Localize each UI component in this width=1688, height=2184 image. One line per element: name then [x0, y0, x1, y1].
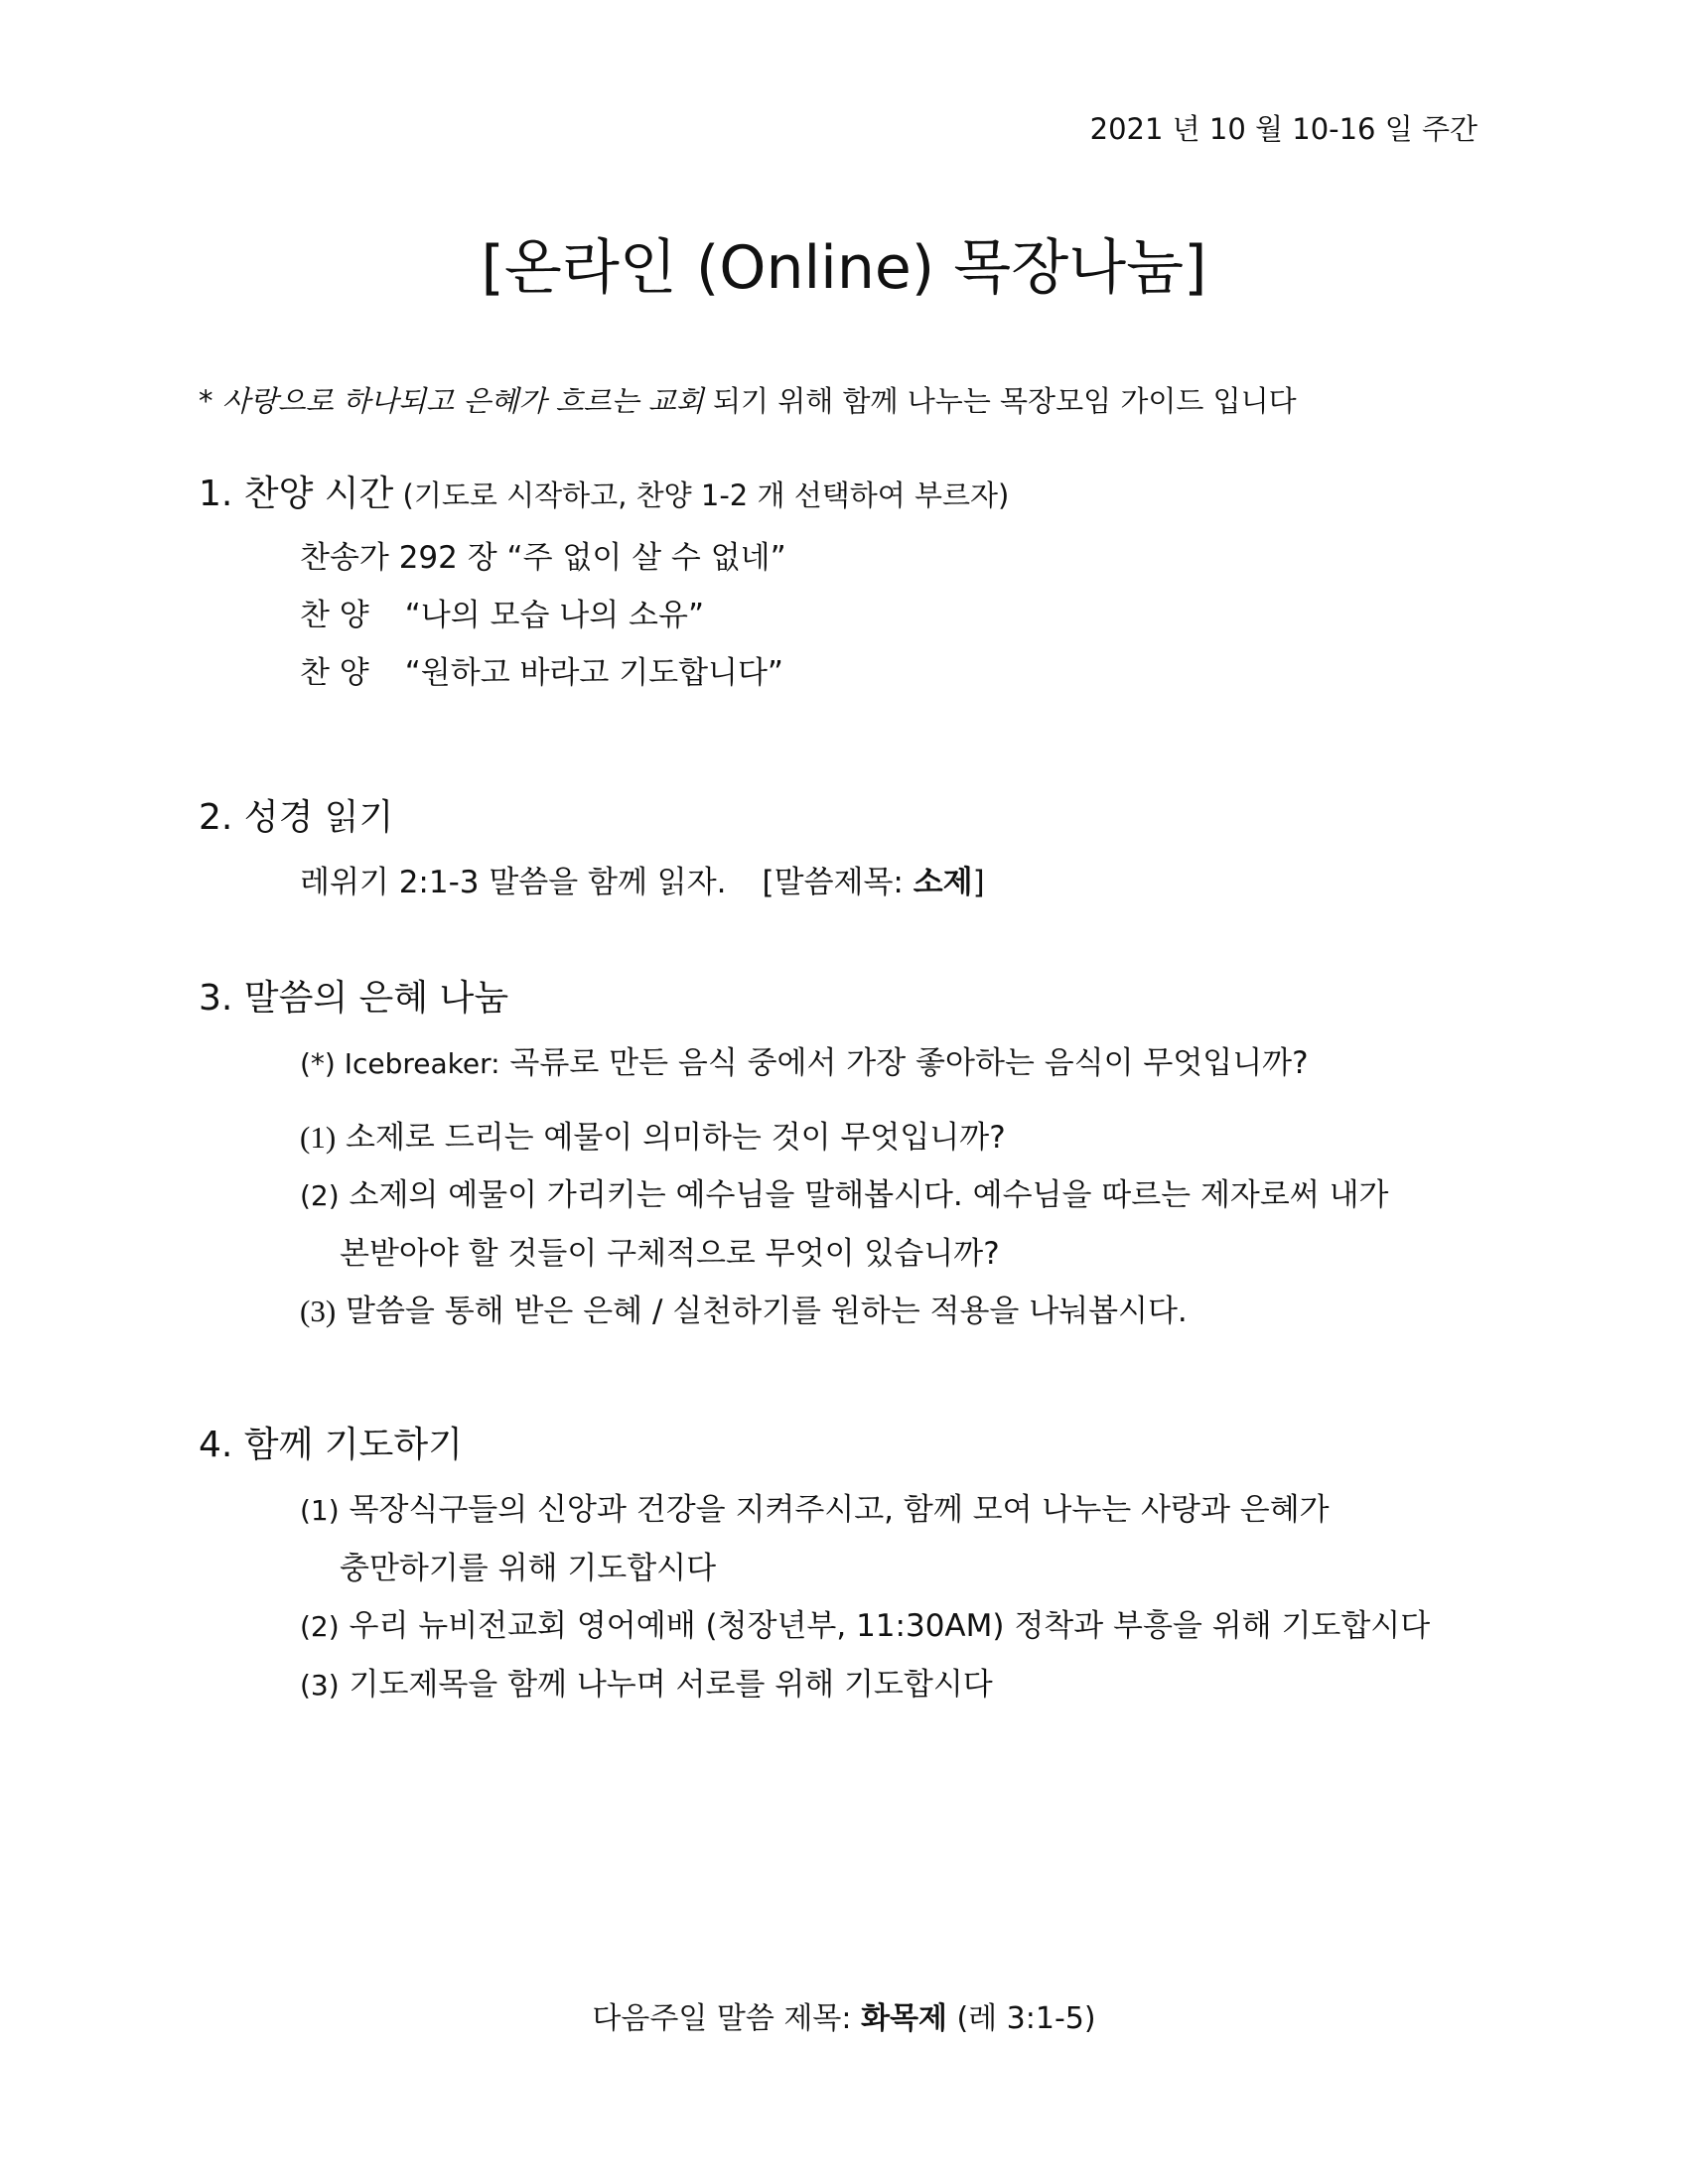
question-text: 소제로 드리는 예물이 의미하는 것이 무엇입니까?: [336, 1120, 1006, 1156]
question-text: 말씀을 통해 받은 은혜 / 실천하기를 원하는 적용을 나눠봅시다.: [336, 1294, 1188, 1329]
sermon-title-prefix: [말씀제목:: [762, 865, 914, 900]
section-title: 1. 찬양 시간: [199, 474, 394, 514]
icebreaker: [199, 1034, 1489, 1093]
prayer-number: (3): [300, 1669, 340, 1702]
question-continuation: 본받아야 할 것들이 구체적으로 무엇이 있습니까?: [340, 1236, 1000, 1272]
date-line: 2021 년 10 월 10-16 일 주간: [1089, 112, 1477, 146]
question-number: (1): [300, 1120, 337, 1155]
section-title: 4. 함께 기도하기: [199, 1425, 463, 1465]
section-sharing: [199, 975, 1489, 1340]
section-prayer: [199, 1422, 1489, 1714]
prayer-item: [199, 1656, 1489, 1714]
song-label: 찬 양: [300, 598, 369, 633]
icebreaker-question: 곡류로 만든 음식 중에서 가장 좋아하는 음식이 무엇입니까?: [499, 1045, 1309, 1081]
prayer-text: 기도제목을 함께 나누며 서로를 위해 기도합시다: [339, 1667, 993, 1703]
icebreaker-label: (*) Icebreaker:: [300, 1047, 500, 1080]
reading-line: [199, 854, 1489, 911]
song-title: “나의 모습 나의 소유”: [404, 598, 704, 633]
intro-prefix: *: [199, 384, 222, 418]
intro-line: [199, 379, 1297, 420]
sermon-title: 소제: [913, 865, 973, 900]
song-item: [199, 587, 1489, 644]
prayer-text: 목장식구들의 신앙과 건강을 지켜주시고, 함께 모여 나누는 사랑과 은혜가: [339, 1492, 1330, 1528]
next-sermon-title: 화목제: [860, 2001, 947, 2036]
reading-passage: 레위기 2:1-3 말씀을 함께 읽자.: [300, 865, 727, 900]
section-title: 3. 말씀의 은혜 나눔: [199, 978, 509, 1019]
question-item: [199, 1283, 1489, 1340]
section-subtitle: (기도로 시작하고, 찬양 1-2 개 선택하여 부르자): [393, 478, 1010, 512]
prayer-continuation: 충만하기를 위해 기도합시다: [340, 1551, 717, 1586]
question-text: 소제의 예물이 가리키는 예수님을 말해봅시다. 예수님을 따르는 제자로써 내가: [339, 1177, 1389, 1213]
song-item: [199, 644, 1489, 702]
page-title: [온라인 (Online) 목장나눔]: [481, 233, 1207, 303]
hymn-label: 찬송가 292 장: [300, 540, 497, 576]
question-item: [199, 1109, 1489, 1166]
intro-italic: 사랑으로 하나되고 은혜가 흐르는 교회: [221, 384, 704, 418]
section-heading: [199, 471, 1489, 519]
intro-rest: 되기 위해 함께 나누는 목장모임 가이드 입니다: [703, 384, 1297, 418]
next-sermon-line: [0, 1993, 1688, 2037]
prayer-item: [199, 1481, 1489, 1540]
hymn-item: [199, 529, 1489, 587]
question-item: [199, 1166, 1489, 1225]
song-title: “원하고 바라고 기도합니다”: [404, 655, 783, 691]
prayer-number: (1): [300, 1494, 340, 1527]
sermon-title-suffix: ]: [972, 865, 985, 900]
question-number: (3): [300, 1294, 337, 1328]
question-number: (2): [300, 1179, 340, 1212]
section-bible-reading: [199, 794, 1489, 911]
section-title: 2. 성경 읽기: [199, 797, 394, 838]
next-sermon-prefix: 다음주일 말씀 제목:: [592, 2001, 861, 2036]
next-sermon-passage: (레 3:1-5): [946, 2001, 1096, 2036]
prayer-number: (2): [300, 1610, 340, 1643]
prayer-text: 우리 뉴비전교회 영어예배 (청장년부, 11:30AM) 정착과 부흥을 위해 기도합시다: [339, 1608, 1431, 1644]
hymn-title: “주 없이 살 수 없네”: [506, 540, 786, 576]
section-praise: [199, 471, 1489, 702]
song-label: 찬 양: [300, 655, 369, 691]
prayer-item: [199, 1597, 1489, 1656]
